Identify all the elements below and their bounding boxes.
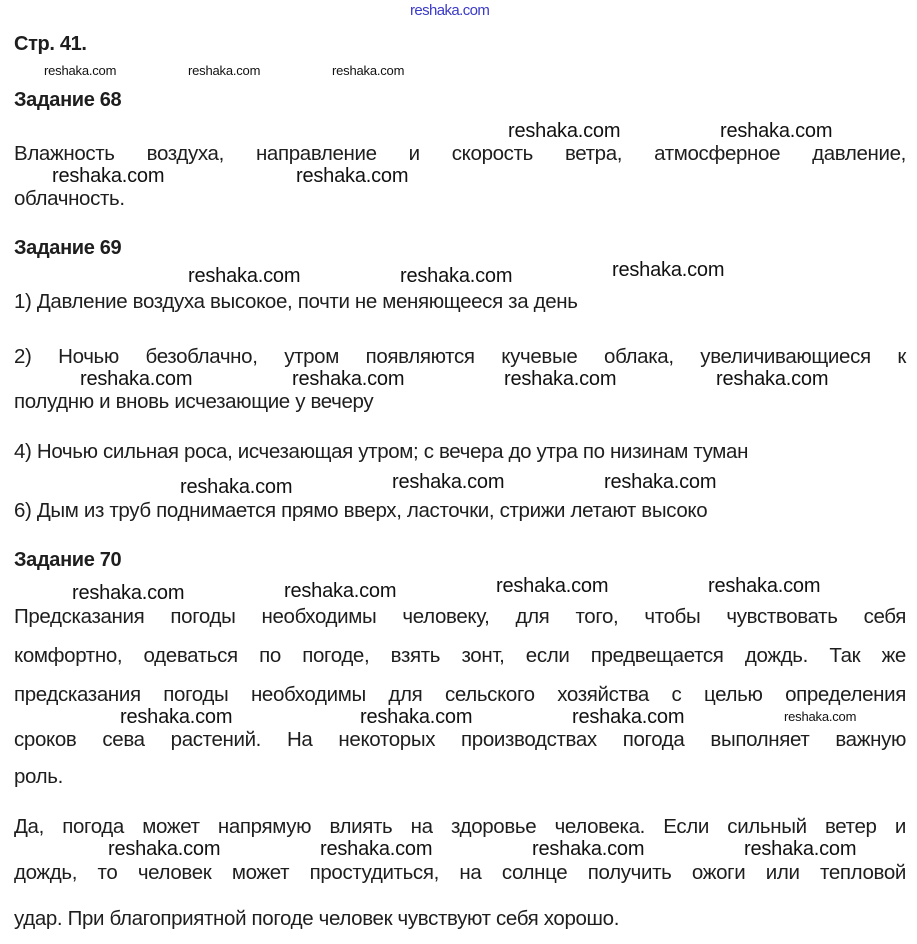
text-line: Предсказания погоды необходимы человеку, для того, чтобы чувствовать себя xyxy=(14,605,906,628)
task-69-title: Задание 69 xyxy=(14,237,122,259)
text-line: 4) Ночью сильная роса, исчезающая утром; с вечера до утра по низинам туман xyxy=(14,440,749,463)
watermark: reshaka.com xyxy=(504,368,617,390)
text-line: 6) Дым из труб поднимается прямо вверх, ласточки, стрижи летают высоко xyxy=(14,499,708,522)
task-68-title: Задание 68 xyxy=(14,89,122,111)
watermark: reshaka.com xyxy=(292,368,405,390)
watermark: reshaka.com xyxy=(320,838,433,860)
watermark: reshaka.com xyxy=(108,838,221,860)
watermark: reshaka.com xyxy=(572,706,685,728)
watermark: reshaka.com xyxy=(80,368,193,390)
watermark: reshaka.com xyxy=(296,165,409,187)
watermark: reshaka.com xyxy=(784,709,857,724)
watermark: reshaka.com xyxy=(52,165,165,187)
watermark: reshaka.com xyxy=(716,368,829,390)
text-line: удар. При благоприятной погоде человек чувствуют себя хорошо. xyxy=(14,907,620,930)
watermark: reshaka.com xyxy=(532,838,645,860)
watermark: reshaka.com xyxy=(400,265,513,287)
watermark: reshaka.com xyxy=(44,63,117,78)
watermark-top: reshaka.com xyxy=(410,2,490,19)
text-line: 1) Давление воздуха высокое, почти не меняющееся за день xyxy=(14,290,578,313)
watermark: reshaka.com xyxy=(744,838,857,860)
text-line: Да, погода может напрямую влиять на здоровье человека. Если сильный ветер и xyxy=(14,815,906,838)
watermark: reshaka.com xyxy=(72,582,185,604)
watermark: reshaka.com xyxy=(360,706,473,728)
watermark: reshaka.com xyxy=(604,471,717,493)
text-line: роль. xyxy=(14,765,63,788)
task-70-title: Задание 70 xyxy=(14,549,122,571)
watermark: reshaka.com xyxy=(332,63,405,78)
watermark: reshaka.com xyxy=(284,580,397,602)
watermark: reshaka.com xyxy=(188,63,261,78)
page-label: Стр. 41. xyxy=(14,33,87,55)
watermark: reshaka.com xyxy=(180,476,293,498)
watermark: reshaka.com xyxy=(120,706,233,728)
watermark: reshaka.com xyxy=(392,471,505,493)
text-line: комфортно, одеваться по погоде, взять зонт, если предвещается дождь. Так же xyxy=(14,644,906,667)
text-line: полудню и вновь исчезающие у вечеру xyxy=(14,390,374,413)
watermark: reshaka.com xyxy=(188,265,301,287)
text-line: облачность. xyxy=(14,187,125,210)
watermark: reshaka.com xyxy=(508,120,621,142)
text-line: 2) Ночью безоблачно, утром появляются кучевые облака, увеличивающиеся к xyxy=(14,345,906,368)
watermark: reshaka.com xyxy=(496,575,609,597)
watermark: reshaka.com xyxy=(708,575,821,597)
text-line: дождь, то человек может простудиться, на солнце получить ожоги или тепловой xyxy=(14,861,906,884)
watermark: reshaka.com xyxy=(612,259,725,281)
text-line: Влажность воздуха, направление и скорость ветра, атмосферное давление, xyxy=(14,142,906,165)
text-line: предсказания погоды необходимы для сельского хозяйства с целью определения xyxy=(14,683,906,706)
watermark: reshaka.com xyxy=(720,120,833,142)
text-line: сроков сева растений. На некоторых производствах погода выполняет важную xyxy=(14,728,906,751)
